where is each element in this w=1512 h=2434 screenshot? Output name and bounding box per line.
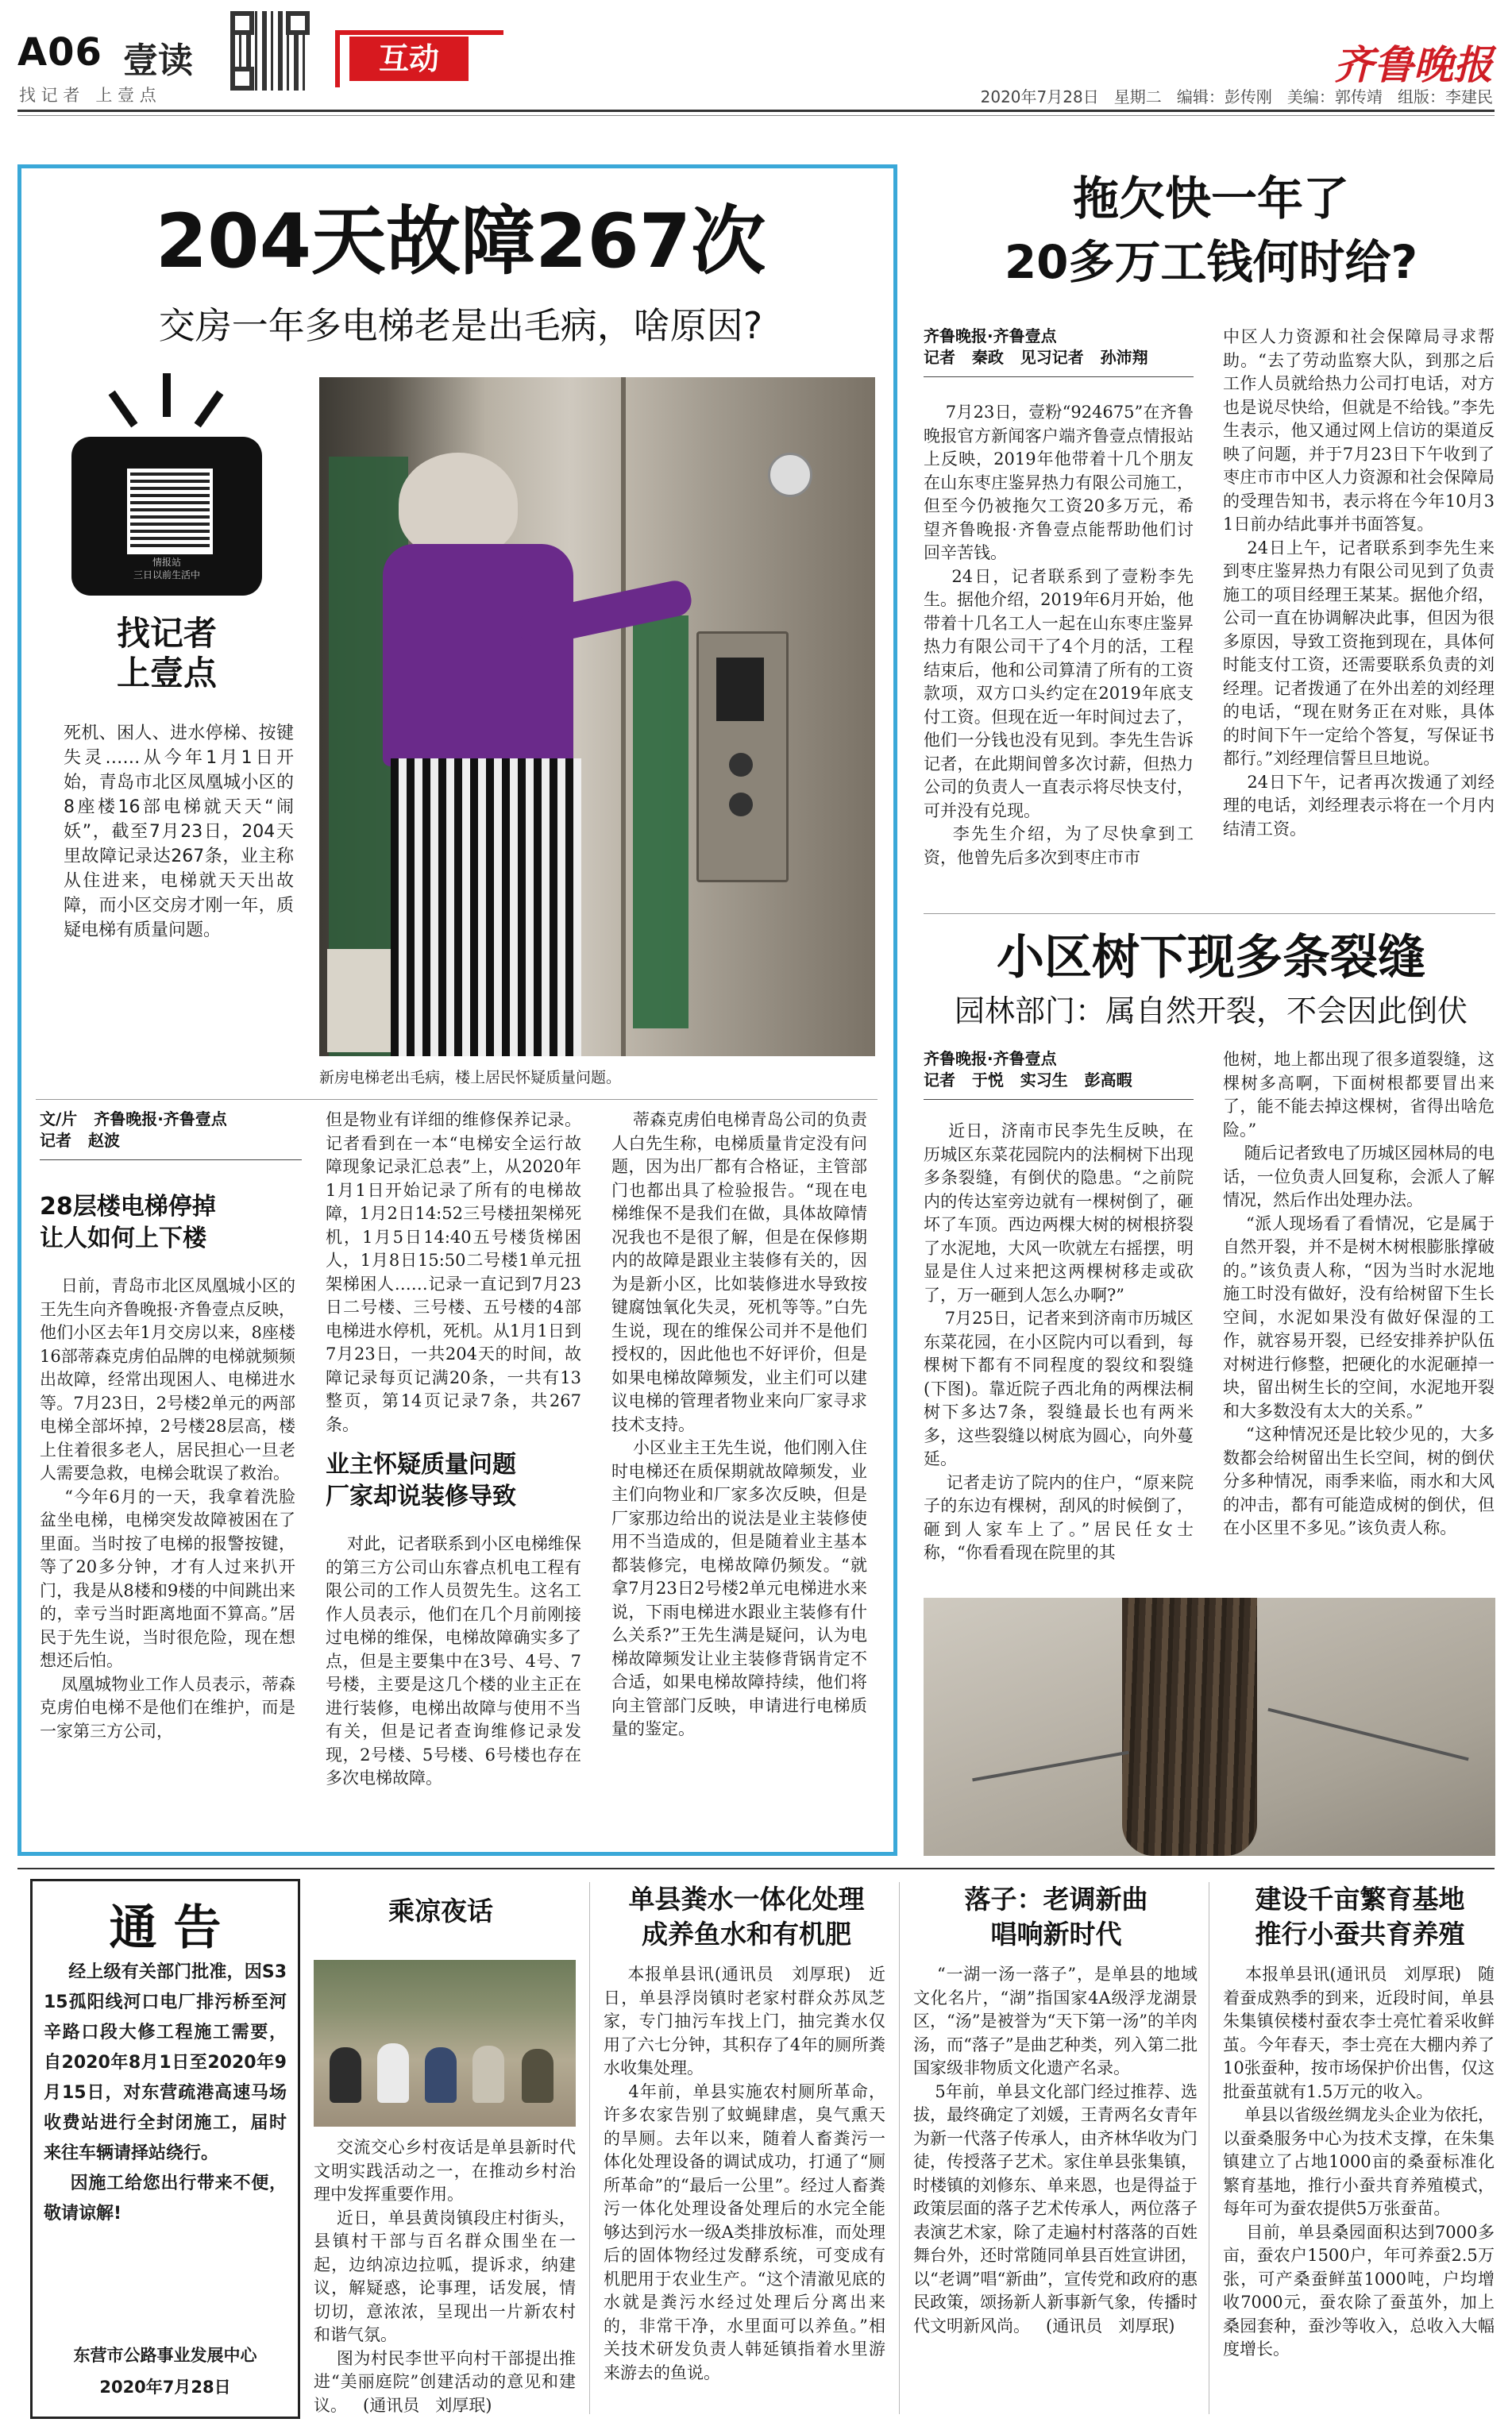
notice-title: 通 告 bbox=[109, 1900, 222, 1956]
story-divider bbox=[924, 913, 1495, 914]
elevator-button-panel bbox=[696, 631, 789, 882]
header-rule-thin bbox=[17, 115, 1495, 116]
main-col-2: 但是物业有详细的维修保养记录。记者看到在一本“电梯安全运行故障现象记录汇总表”上，从2020年1月1日开始记录了所有的电梯故障，1月2日14:52三号楼扭架梯死机，1月5日14:40五号楼货梯困人，1月8日15:50二号楼1单元扭架梯困人……记录一直记到7月23日二号楼、三号楼、五号楼的4部电梯进水停机，死机。从1月1日到7月23日，一共204天的时间，故障记录每页记满20条，一共有13整页，第14页记录7条，共267条。 bbox=[326, 1110, 581, 1434]
story3-byline-rule bbox=[924, 1099, 1194, 1100]
story2-byline-rule bbox=[924, 376, 1194, 377]
story3-headline: 小区树下现多条裂缝 bbox=[997, 930, 1425, 986]
byline-rule bbox=[40, 1159, 302, 1160]
reporter-badge bbox=[64, 373, 270, 691]
notice-date: 2020年7月28日 bbox=[99, 2378, 231, 2397]
camera-rays-icon bbox=[111, 373, 222, 429]
header-qr-code bbox=[230, 11, 310, 91]
tree-trunk bbox=[1122, 1598, 1257, 1856]
header-tagline: 找 记 者 上 壹 点 bbox=[19, 86, 156, 105]
night-talk-photo bbox=[314, 1960, 576, 2127]
brief-3-title: 落子：老调新曲 唱响新时代 bbox=[964, 1884, 1148, 1950]
main-headline: 204天故障267次 bbox=[155, 199, 766, 285]
story3-col-1: 近日，济南市民李先生反映，在历城区东菜花园院内的法桐树下出现多条裂缝，有倒伏的隐患。“之前院内的传达室旁边就有一棵树倒了，砸坏了车顶。西边两棵大树的树根挤裂了水泥地，大风一吹就左右摇摆，明显是住人过来把这两棵树移走或砍了，万一砸到人怎么办啊?” 7月25日，记者来到济南市历城区东菜花园，在小区院内可以看到，每棵树下都有不同程度的裂纹和裂缝(下图)。靠近院子西北角的两棵法桐树下多达7条，裂缝最长也有两米多，这些裂缝以树底为圆心，向外蔓延。 记者走访了院内的住户，“原来院子的东边有棵树，刮风的时候倒了，砸到人家车上了。”居民任女士称，“你看看现在院里的其 bbox=[924, 1121, 1194, 1562]
brief-3-text: “一湖一汤一落子”，是单县的地域文化名片，“湖”指国家4A级浮龙湖景区，“汤”是被誉为“天下第一汤”的羊肉汤，而“落子”是曲艺种类，列入第二批国家级非物质文化遗产名录。 5年前，单县文化部门经过推荐、选拔，最终确定了刘媛，王青两名女青年为新一代落子传承人，由齐林华收为门徒，传授落子艺术。家住单县张集镇，时楼镇的刘修东、单来恩，也是得益于政策层面的落子艺术传承人，两位落子表演艺术家，除了走遍村村落落的百姓舞台外，还时常随同单县百姓宣讲团，以“老调”唱“新曲”，宣传党和政府的惠民政策，颂扬新人新事新气象，传播时代文明新风尚。 (通讯员 刘厚珉) bbox=[913, 1965, 1198, 2336]
bottom-rule bbox=[17, 1868, 1495, 1869]
brief-4-text: 本报单县讯(通讯员 刘厚珉) 随着蚕成熟季的到来，近段时间，单县朱集镇侯楼村蚕农李士亮忙着采收鲜茧。今年春天，李士亮在大棚内养了10张蚕种，按市场保护价出售，仅这批蚕茧就有1.5万元的收入。 单县以省级丝绸龙头企业为依托，以蚕桑服务中心为技术支撑，在朱集镇建立了占地1000亩的桑蚕标准化繁育基地，推行小蚕共育养殖模式，每年可为蚕农提供5万张蚕苗。 目前，单县桑园面积达到7000多亩，蚕农户1500户，年可养蚕2.5万张，可产桑蚕鲜茧1000吨，户均增收7000元，蚕农除了蚕茧外，加上桑园套种，蚕沙等收入，总收入大幅度增长。 bbox=[1223, 1965, 1495, 2359]
date-line: 2020年7月28日 星期二 编辑：彭传刚 美编：郭传靖 组版：李建民 bbox=[980, 87, 1493, 106]
badge-qr-code bbox=[127, 469, 213, 554]
story2-headline-2: 20多万工钱何时给? bbox=[1004, 235, 1418, 289]
main-subheadline: 交房一年多电梯老是出毛病，啥原因? bbox=[158, 304, 763, 347]
woman-figure bbox=[335, 441, 621, 1056]
story3-subheadline: 园林部门：属自然开裂，不会因此倒伏 bbox=[954, 993, 1468, 1028]
header-logo: 齐鲁晚报 bbox=[1334, 41, 1493, 88]
elevator-photo bbox=[319, 377, 875, 1056]
main-byline: 文/片 齐鲁晚报·齐鲁壹点 记者 赵波 bbox=[40, 1109, 227, 1150]
brief-4-title: 建设千亩繁育基地 推行小蚕共育养殖 bbox=[1255, 1884, 1465, 1950]
notice-org: 东营市公路事业发展中心 bbox=[73, 2346, 257, 2365]
story2-col-1: 7月23日，壹粉“924675”在齐鲁晚报官方新闻客户端齐鲁壹点情报站上反映，2019年他带着十几个朋友在山东枣庄鉴昇热力有限公司施工，但至今仍被拖欠工资20多万元，希望齐鲁晚报·齐鲁壹点能帮助他们讨回辛苦钱。 24日，记者联系到了壹粉李先生。据他介绍，2019年6月开始，他带着十几名工人一起在山东枣庄鉴昇热力有限公司干了4个月的活，工程结束后，他和公司算清了所有的工资款项，双方口头约定在2019年底支付工资。但现在近一年时间过去了，他们一分钱也没有见到。李先生告诉记者，在此期间曾多次讨薪，但热力公司的负责人一直表示将尽快支付，可并没有兑现。 李先生介绍，为了尽快拿到工资，他曾先后多次到枣庄市市 bbox=[924, 403, 1194, 867]
story3-byline: 齐鲁晚报·齐鲁壹点 记者 于悦 实习生 彭高暇 bbox=[924, 1049, 1132, 1090]
section-name: 壹读 bbox=[123, 41, 193, 81]
camera-icon bbox=[71, 437, 262, 596]
main-lead: 死机、困人、进水停梯、按键失灵……从今年1月1日开始，青岛市北区凤凰城小区的8座楼16部电梯就天天“闹妖”，截至7月23日，204天里故障记录达267条，业主称从住进来，电梯就天天出故障，而小区交房才刚一年，质疑电梯有质量问题。 bbox=[64, 723, 294, 940]
main-col-3: 蒂森克虏伯电梯青岛公司的负责人白先生称，电梯质量肯定没有问题，因为出厂都有合格证，主管部门也都出具了检验报告。“现在电梯维保不是我们在做，具体故障情况我也不是很了解，但是在保修期内的故障是跟业主装修有关的，因为是新小区，比如装修进水导致按键腐蚀氧化失灵，死机等等。”白先生说，现在的维保公司并不是他们授权的，因此他也不好评价，但是如果电梯故障频发，业主们可以建议电梯的管理者物业来向厂家寻求技术支持。 小区业主王先生说，他们刚入住时电梯还在质保期就故障频发，业主们向物业和厂家多次反映，但是厂家那边给出的说法是业主装修使用不当造成的，但是随着业主基本都装修完，电梯故障仍频发。“就拿7月23日2号楼2单元电梯进水来说，下雨电梯进水跟业主装修有什么关系?”王先生满是疑问，认为电梯故障频发让业主装修背锅肯定不合适，如果电梯故障持续，他们将向主管部门反映，申请进行电梯质量的鉴定。 bbox=[611, 1110, 868, 1738]
brief-2-title: 单县粪水一体化处理 成养鱼水和有机肥 bbox=[628, 1884, 865, 1950]
page-number: A06 bbox=[17, 30, 102, 75]
story3-col-2: 他树，地上都出现了很多道裂缝，这棵树多高啊，下面树根都要冒出来了，能不能去掉这棵树，省得出啥危险。” 随后记者致电了历城区园林局的电话，一位负责人回复称，会派人了解情况，然后作出处理办法。 “派人现场看了看情况，它是属于自然开裂，并不是树木树根膨胀撑破的。”该负责人称，“因为当时水泥地施工时没有做好，没有给树留下生长空间，水泥如果没有做好保湿的工作，就容易开裂，已经安排养护队伍对树进行修整，把硬化的水泥砸掉一块，留出树生长的空间，水泥地开裂和大多数没有太大的关系。” “这种情况还是比较少见的，大多数都会给树留出生长空间，树的倒伏分多种情况，雨季来临，雨水和大风的冲击，都有可能造成树的倒伏，但在小区里不多见。”该负责人称。 bbox=[1223, 1050, 1495, 1537]
brief-separator-1 bbox=[589, 1882, 590, 2414]
interact-tag: 互动 bbox=[349, 37, 469, 81]
story2-byline: 齐鲁晚报·齐鲁壹点 记者 秦政 见习记者 孙沛翔 bbox=[924, 326, 1148, 367]
notice-body: 经上级有关部门批准，因S315孤阳线河口电厂排污桥至河辛路口段大修工程施工需要，自2020年8月1日至2020年9月15日，对东营疏港高速马场收费站进行全封闭施工，届时来往车辆请择站绕行。 因施工给您出行带来不便，敬请谅解! bbox=[44, 1962, 287, 2224]
main-subhead-2: 业主怀疑质量问题 厂家却说装修导致 bbox=[326, 1451, 516, 1510]
story2-col-2: 中区人力资源和社会保障局寻求帮助。“去了劳动监察大队，到那之后工作人员就给热力公司打电话，对方也是说尽快给，但就是不给钱。”李先生表示，他又通过网上信访的渠道反映了问题，并于7月23日下午收到了枣庄市市中区人力资源和社会保障局的受理告知书，表示将在今年10月31日前办结此事并书面答复。 24日上午，记者联系到李先生来到枣庄鉴昇热力有限公司见到了负责施工的项目经理王某某。据他介绍，公司一直在协调解决此事，但因为很多原因，导致工资拖到现在，具体何时能支付工资，还需要联系负责的刘经理。记者拨通了在外出差的刘经理的电话，“现在财务正在对账，具体的时间下午一定给个答复，写保证书都行。”刘经理信誓旦旦地说。 24日下午，记者再次拨通了刘经理的电话，刘经理表示将在一个月内结清工资。 bbox=[1223, 327, 1495, 839]
main-subhead-1: 28层楼电梯停掉 让人如何上下楼 bbox=[40, 1193, 216, 1252]
brief-separator-2 bbox=[899, 1882, 900, 2414]
badge-small-text: 情报站 三日以前生活中 bbox=[133, 557, 200, 581]
brief-2-text: 本报单县讯(通讯员 刘厚珉) 近日，单县浮岗镇时老家村群众苏凤芝家，专门抽污车找上门，抽完粪水仅用了六七分钟，其积存了4年的厕所粪水收集处理。 4年前，单县实施农村厕所革命，许多农家告别了蚊蝇肆虐，臭气熏天的旱厕。去年以来，随着人畜粪污一体化处理设备的调试成功，打通了“厕所革命”的“最后一公里”。经过人畜粪污一体化处理设备处理后的水完全能够达到污水一级A类排放标准，而处理后的固体物经过发酵系统，可变成有机肥用于农业生产。“这个清澈见底的水就是粪污水经过处理后分离出来的，非常干净，水里面可以养鱼。”相关技术研发负责人韩延镇指着水里游来游去的鱼说。 bbox=[604, 1965, 885, 2382]
main-col-1: 日前，青岛市北区凤凰城小区的王先生向齐鲁晚报·齐鲁壹点反映，他们小区去年1月交房以来，8座楼16部蒂森克虏伯品牌的电梯就频频出故障，经常出现困人、电梯进水等。7月23日，2号楼2单元的两部电梯全部坏掉，2号楼28层高，楼上住着很多老人，居民担心一旦老人需要急救，电梯会耽误了救治。 “今年6月的一天，我拿着洗脸盆坐电梯，电梯突发故障被困在了里面。当时按了电梯的报警按键，等了20多分钟，才有人过来扒开门，我是从8楼和9楼的中间跳出来的，幸亏当时距离地面不算高。”居民于先生说，当时很危险，现在想想还后怕。 凤凰城物业工作人员表示，蒂森克虏伯电梯不是他们在维护，而是一家第三方公司， bbox=[40, 1276, 296, 1741]
brief-1-title: 乘凉夜话 bbox=[388, 1896, 493, 1927]
main-divider bbox=[36, 1099, 878, 1100]
header-rule bbox=[17, 110, 1495, 112]
main-col-2b: 对此，记者联系到小区电梯维保的第三方公司山东睿点机电工程有限公司的工作人员贺先生。这名工作人员表示，他们在几个月前刚接过电梯的维保，电梯故障确实多了点，但是主要集中在3号、4号、7号楼，主要是这几个楼的业主正在进行装修，电梯出故障与使用不当有关，但是记者查询维修记录发现，2号楼、5号楼、6号楼也存在多次电梯故障。 bbox=[326, 1534, 582, 1788]
badge-line-1: 找记者 bbox=[116, 614, 217, 653]
story2-headline-1: 拖欠快一年了 bbox=[1072, 172, 1349, 226]
photo-caption: 新房电梯老出毛病，楼上居民怀疑质量问题。 bbox=[319, 1069, 622, 1086]
brief-1-text: 交流交心乡村夜话是单县新时代文明实践活动之一，在推动乡村治理中发挥重要作用。 近日，单县黄岗镇段庄村街头，县镇村干部与百名群众围坐在一起，边纳凉边拉呱，提诉求，纳建议，解疑惑，论事理，话发展，情切切，意浓浓，呈现出一片新农村和谐气氛。 图为村民李世平向村干部提出推进“美丽庭院”创建活动的意见和建议。 (通讯员 刘厚珉) bbox=[314, 2138, 576, 2415]
badge-line-2: 上壹点 bbox=[116, 654, 217, 692]
tree-crack-photo bbox=[924, 1598, 1495, 1856]
